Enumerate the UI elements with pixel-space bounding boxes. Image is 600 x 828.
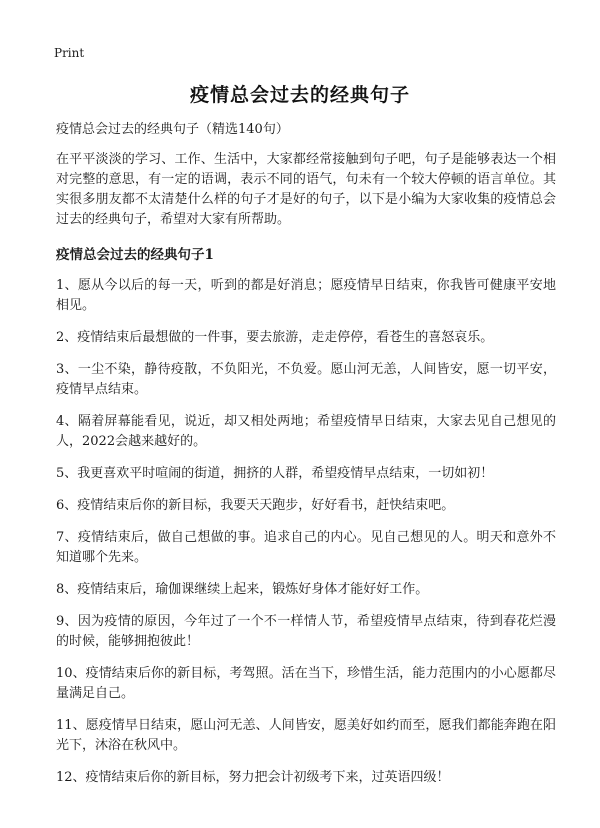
list-item: 2、疫情结束后最想做的一件事，要去旅游，走走停停，看苍生的喜怒哀乐。 bbox=[56, 330, 494, 345]
list-item: 6、疫情结束后你的新目标，我要天天跑步，好好看书，赶快结束吧。 bbox=[56, 498, 455, 513]
list-item: 3、一尘不染，静待疫散，不负阳光，不负爱。愿山河无恙，人间皆安，愿一切平安，疫情早点结束。 bbox=[56, 362, 556, 397]
list-item: 5、我更喜欢平时喧闹的街道，拥挤的人群，希望疫情早点结束，一切如初！ bbox=[56, 466, 494, 481]
list-item: 8、疫情结束后，瑜伽课继续上起来，锻炼好身体才能好好工作。 bbox=[56, 582, 429, 597]
list-item: 12、疫情结束后你的新目标，努力把会计初级考下来，过英语四级！ bbox=[56, 770, 450, 785]
page-title: 疫情总会过去的经典句子 bbox=[189, 84, 410, 106]
list-item: 9、因为疫情的原因，今年过了一个不一样情人节，希望疫情早点结束，待到春花烂漫的时候，能够拥抱彼此！ bbox=[56, 614, 556, 649]
intro-paragraph: 在平平淡淡的学习、工作、生活中，大家都经常接触到句子吧，句子是能够表达一个相对完整的意思，有一定的语调，表示不同的语气，句未有一个较大停顿的语言单位。其实很多朋友都不太清楚什么样的句子才是好的句子，以下是小编为大家收集的疫情总会过去的经典句子，希望对大家有所帮助。 bbox=[56, 152, 556, 227]
print-label: Print bbox=[54, 46, 85, 60]
section-heading: 疫情总会过去的经典句子1 bbox=[56, 247, 214, 263]
document-subtitle: 疫情总会过去的经典句子（精选140句） bbox=[56, 122, 289, 137]
list-item: 7、疫情结束后，做自己想做的事。追求自己的内心。见自己想见的人。明天和意外不知道哪个先来。 bbox=[56, 530, 556, 565]
list-item: 11、愿疫情早日结束，愿山河无恙、人间皆安，愿美好如约而至，愿我们都能奔跑在阳光下，沐浴在秋风中。 bbox=[56, 718, 556, 753]
list-item: 1、愿从今以后的每一天，听到的都是好消息；愿疫情早日结束，你我皆可健康平安地相见。 bbox=[56, 278, 556, 313]
list-item: 4、隔着屏幕能看见，说近，却又相处两地；希望疫情早日结束，大家去见自己想见的人，2022会越来越好的。 bbox=[56, 414, 556, 449]
list-item: 10、疫情结束后你的新目标，考驾照。活在当下，珍惜生活，能力范围内的小心愿都尽量满足自己。 bbox=[56, 666, 556, 701]
document-body bbox=[56, 120, 556, 800]
